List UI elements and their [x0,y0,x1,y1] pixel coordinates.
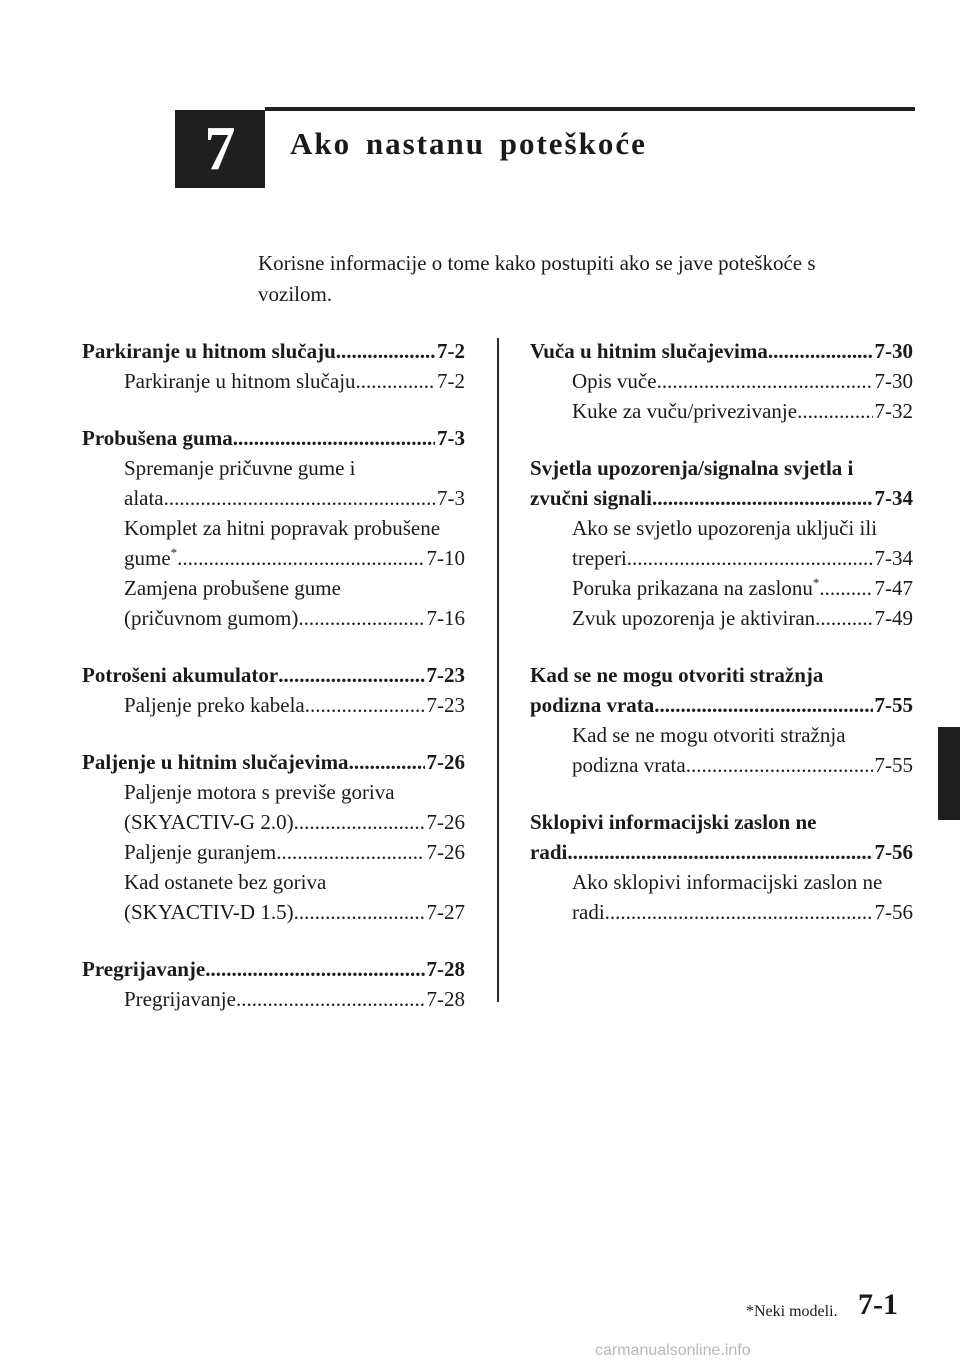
dot-leader [233,423,435,453]
title-rule [265,107,915,111]
toc-items [530,867,913,927]
toc-label: radi [530,840,568,864]
dot-leader [627,543,873,573]
dot-leader [278,660,424,690]
chapter-intro: Korisne informacije o tome kako postupiti ako se jave poteškoće s vozilom. [258,251,816,306]
toc-page-ref: 7-3 [437,426,465,450]
toc-section-title[interactable] [82,336,465,366]
toc-label: Potrošeni akumulator [82,663,279,687]
toc-left-column [82,336,465,1041]
toc-item[interactable] [124,603,465,633]
toc-section-title[interactable] [82,660,465,690]
toc-label: Parkiranje u hitnom slučaju [82,339,336,363]
toc-label: Pregrijavanje [124,987,236,1011]
dot-leader [349,747,425,777]
toc-page-ref: 7-34 [874,546,913,570]
toc-item[interactable] [572,603,913,633]
toc-page-ref: 7-28 [426,957,465,981]
footnote: *Neki modeli. [746,1303,838,1320]
toc-label: radi [572,900,605,924]
dot-leader [654,690,872,720]
toc-label: Kuke za vuču/privezivanje [572,399,798,423]
toc-page-ref: 7-23 [426,693,465,717]
toc-page-ref: 7-55 [874,753,913,777]
toc-page-ref: 7-10 [426,546,465,570]
toc-item-line: Kad ostanete bez goriva [124,870,327,894]
dot-leader [205,954,424,984]
toc-label: podizna vrata [530,693,655,717]
toc-label: Vuča u hitnim slučajevima [530,339,768,363]
toc-section-title[interactable] [530,336,913,366]
toc-label: alata [124,486,164,510]
asterisk-note: * [812,575,820,590]
dot-leader [294,897,425,927]
dot-leader [336,336,435,366]
toc-item-line: Ako se svjetlo upozorenja uključi ili [572,516,878,540]
toc-section [82,747,465,927]
toc-section [82,660,465,720]
toc-item[interactable] [124,984,465,1014]
toc-section-title[interactable] [530,690,913,720]
toc-item[interactable] [124,897,465,927]
toc-page-ref: 7-26 [426,810,465,834]
toc-page-ref: 7-3 [437,486,465,510]
toc-label: (pričuvnom gumom) [124,606,299,630]
toc-section [82,336,465,396]
asterisk-note: * [170,545,178,560]
toc-page-ref: 7-34 [874,486,913,510]
watermark: carmanualsonline.info [595,1342,751,1359]
toc-item-line: Spremanje pričuvne gume i [124,456,356,480]
toc-label: Poruka prikazana na zaslonu* [572,575,820,600]
dot-leader [298,603,424,633]
toc-page-ref: 7-56 [874,840,913,864]
toc-label: zvučni signali [530,486,652,510]
toc-section-title[interactable] [530,483,913,513]
toc-section-title-line: Kad se ne mogu otvoriti stražnja [530,663,824,687]
dot-leader [164,483,435,513]
dot-leader [236,984,425,1014]
dot-leader [797,396,872,426]
toc-section-title[interactable] [530,837,913,867]
toc-label: (SKYACTIV-D 1.5) [124,900,294,924]
toc-label: Probušena guma [82,426,233,450]
toc-item-line: Ako sklopivi informacijski zaslon ne [572,870,883,894]
toc-label: Paljenje u hitnim slučajevima [82,750,349,774]
toc-items [530,513,913,633]
column-divider [497,338,499,1002]
dot-leader [305,690,425,720]
toc-items [82,366,465,396]
dot-leader [819,573,872,603]
dot-leader [356,366,435,396]
dot-leader [815,603,872,633]
toc-item-line: Kad se ne mogu otvoriti stražnja [572,723,846,747]
toc-page-ref: 7-26 [426,840,465,864]
toc-page-ref: 7-56 [874,900,913,924]
toc-items [82,690,465,720]
toc-item-line: Paljenje motora s previše goriva [124,780,395,804]
toc-page-ref: 7-26 [426,750,465,774]
toc-page-ref: 7-2 [437,369,465,393]
toc-page-ref: 7-28 [426,987,465,1011]
toc-item[interactable] [572,573,913,603]
toc-page-ref: 7-23 [426,663,465,687]
toc-items [82,984,465,1014]
toc-section [530,453,913,633]
toc-label: gume* [124,545,178,570]
toc-page-ref: 7-16 [426,606,465,630]
page-number: 7-1 [858,1288,898,1321]
toc-section-title[interactable] [82,954,465,984]
dot-leader [177,543,424,573]
toc-item[interactable] [124,483,465,513]
toc-section [82,423,465,633]
toc-item[interactable] [572,897,913,927]
toc-page-ref: 7-2 [437,339,465,363]
toc-item-line: Komplet za hitni popravak probušene [124,516,441,540]
toc-item[interactable] [124,366,465,396]
toc-label: treperi [572,546,627,570]
dot-leader [768,336,873,366]
toc-items [82,777,465,927]
toc-section-title[interactable] [82,747,465,777]
toc-page-ref: 7-30 [874,369,913,393]
toc-item[interactable] [124,807,465,837]
toc-items [530,720,913,780]
toc-item[interactable] [124,837,465,867]
toc-section-title-line: Svjetla upozorenja/signalna svjetla i [530,456,854,480]
toc-section-title-line: Sklopivi informacijski zaslon ne [530,810,817,834]
toc-page-ref: 7-32 [874,399,913,423]
toc-label: Paljenje preko kabela [124,693,305,717]
toc-items [530,366,913,426]
toc-item-line: Zamjena probušene gume [124,576,341,600]
toc-label: Parkiranje u hitnom slučaju [124,369,356,393]
dot-leader [605,897,873,927]
toc-section [82,954,465,1014]
toc-section [530,807,913,927]
toc-item[interactable] [572,396,913,426]
toc-section [530,336,913,426]
dot-leader [652,483,873,513]
chapter-number-badge: 7 [175,110,265,188]
dot-leader [294,807,425,837]
dot-leader [686,750,873,780]
toc-page-ref: 7-49 [874,606,913,630]
toc-items [82,453,465,633]
toc-item[interactable] [124,690,465,720]
chapter-title: Ako nastanu poteškoće [290,126,647,161]
dot-leader [276,837,424,867]
toc-page-ref: 7-55 [874,693,913,717]
toc-page-ref: 7-30 [874,339,913,363]
toc-page-ref: 7-27 [426,900,465,924]
toc-section-title[interactable] [82,423,465,453]
toc-item[interactable] [124,543,465,573]
toc-page-ref: 7-47 [874,576,913,600]
toc-label: Opis vuče [572,369,657,393]
chapter-thumb-tab [938,727,960,820]
toc-item[interactable] [572,366,913,396]
dot-leader [657,366,873,396]
toc-label: Paljenje guranjem [124,840,277,864]
toc-label: podizna vrata [572,753,686,777]
toc-label: Zvuk upozorenja je aktiviran [572,606,816,630]
toc-label: Pregrijavanje [82,957,206,981]
toc-item[interactable] [572,750,913,780]
toc-right-column [530,336,913,954]
dot-leader [567,837,872,867]
toc-label: (SKYACTIV-G 2.0) [124,810,294,834]
toc-section [530,660,913,780]
toc-item[interactable] [572,543,913,573]
